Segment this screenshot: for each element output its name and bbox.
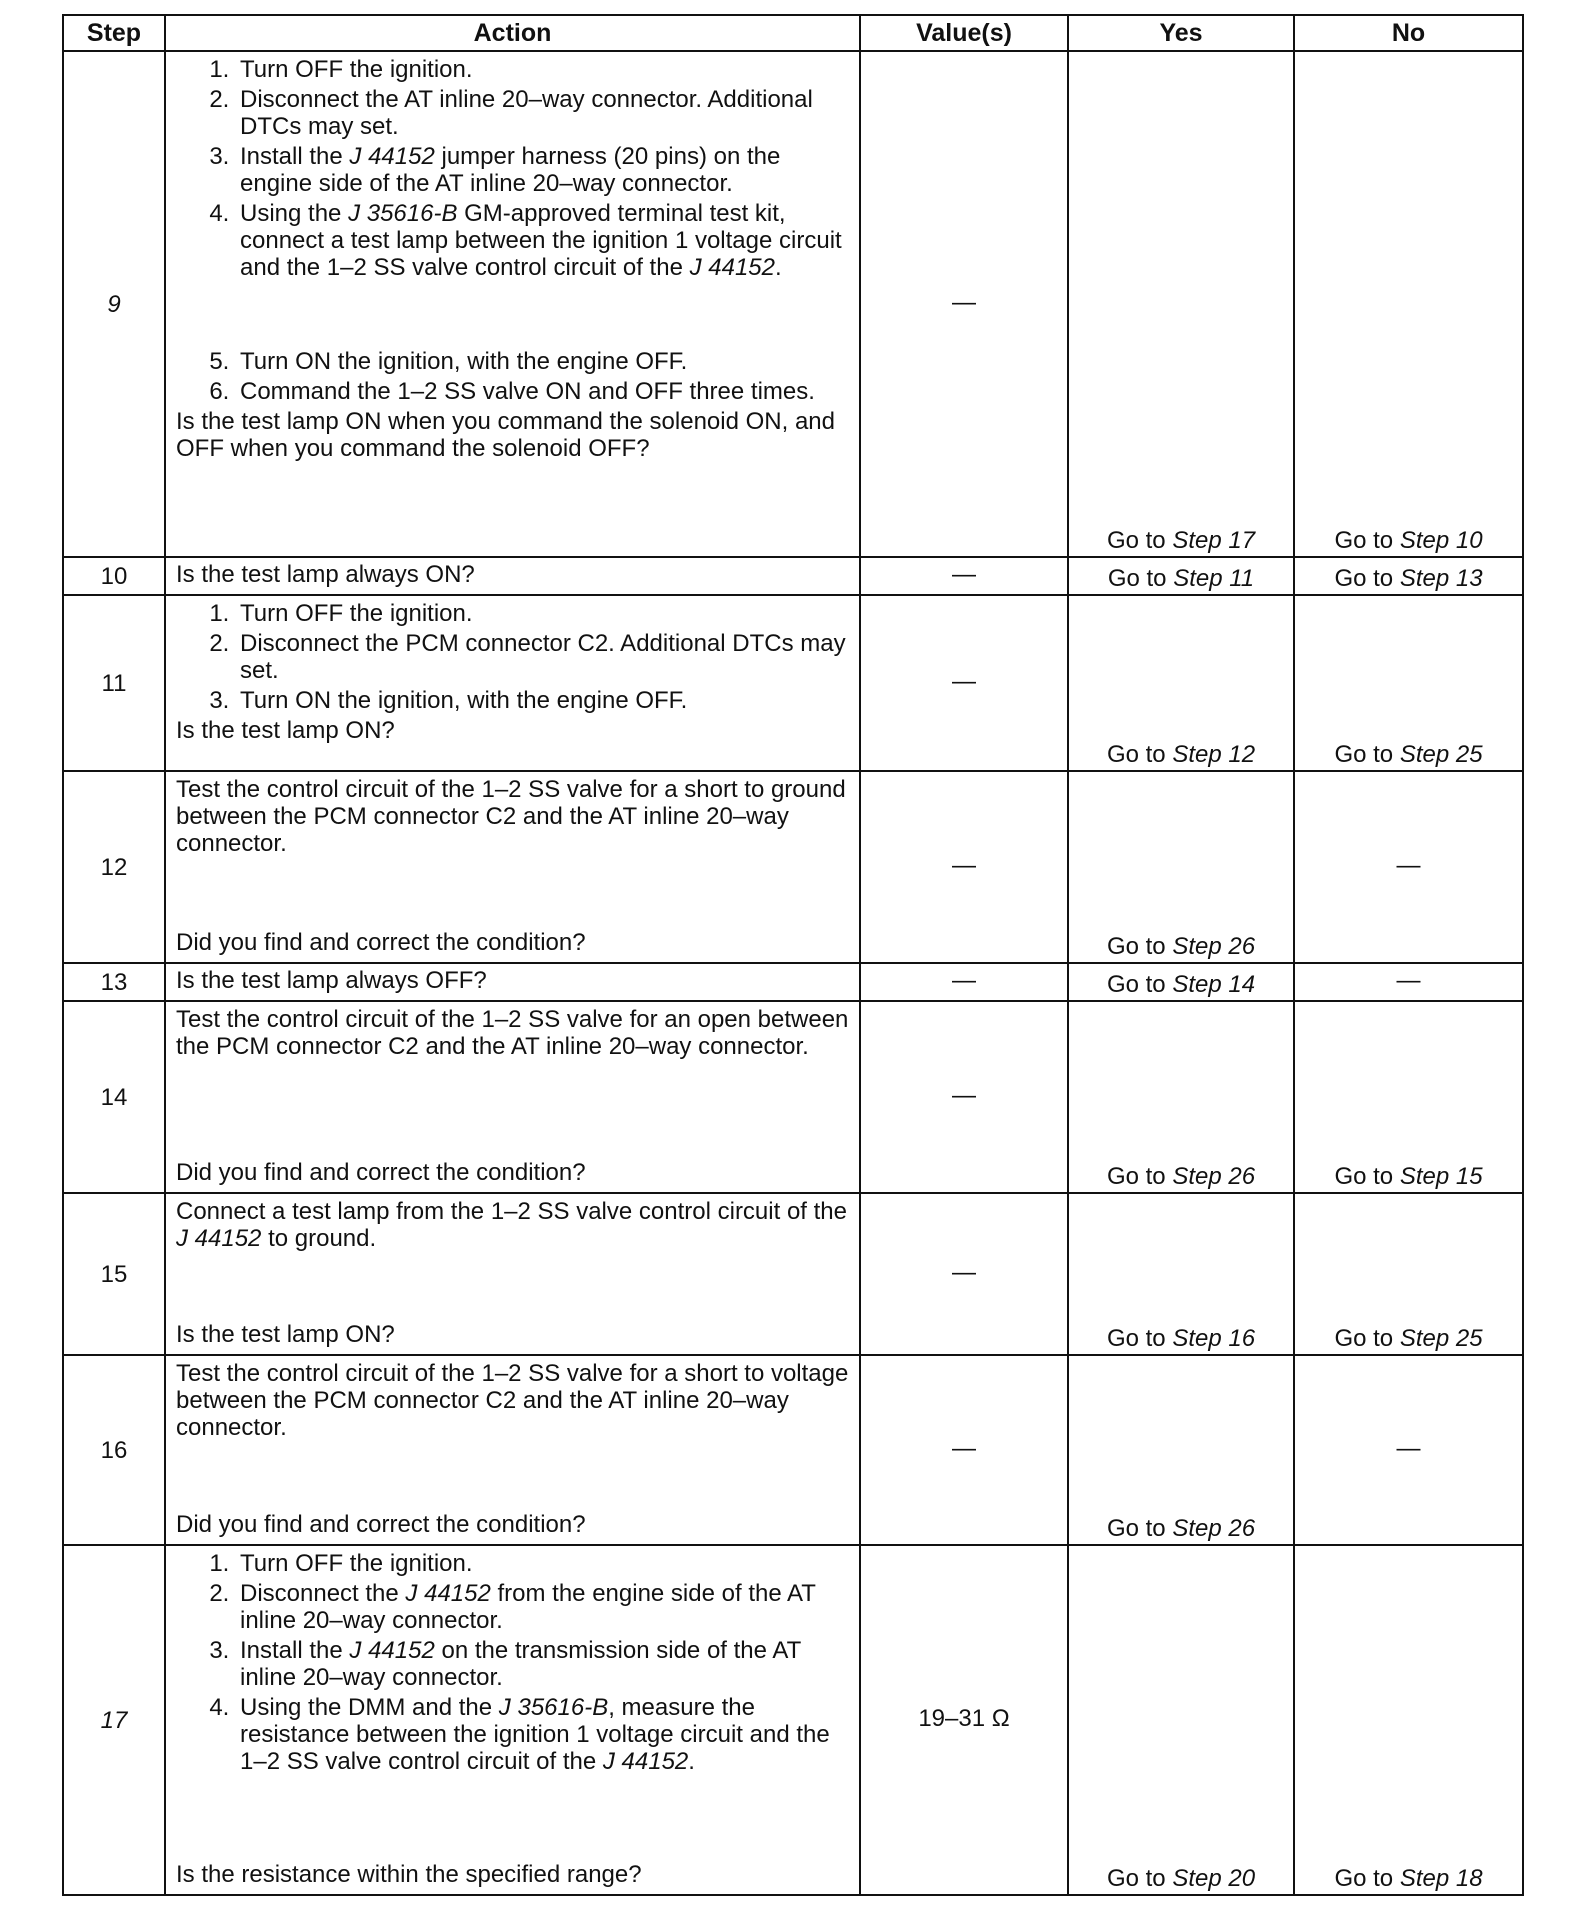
yes-cell: Go to Step 16 bbox=[1068, 1193, 1294, 1355]
diagnostic-table bbox=[62, 14, 1524, 1896]
yes-cell: Go to Step 17 bbox=[1068, 51, 1294, 557]
table-row bbox=[63, 1355, 1523, 1545]
value-cell: — bbox=[860, 771, 1068, 963]
table-row bbox=[63, 557, 1523, 595]
yes-cell: Go to Step 11 bbox=[1068, 557, 1294, 595]
action-item: 4. Using the DMM and the J 35616-B, measure the resistance between the ignition 1 voltage circuit and the 1–2 SS valve control circuit of the J 44152. bbox=[236, 1694, 851, 1775]
value-cell: 19–31 Ω bbox=[860, 1545, 1068, 1895]
action-item: 6. Command the 1–2 SS valve ON and OFF three times. bbox=[236, 378, 851, 405]
action-item: 2. Disconnect the PCM connector C2. Additional DTCs may set. bbox=[236, 630, 851, 684]
action-question: Is the test lamp ON when you command the solenoid ON, and OFF when you command the solenoid OFF? bbox=[176, 408, 836, 462]
action-item: 2. Disconnect the J 44152 from the engine side of the AT inline 20–way connector. bbox=[236, 1580, 851, 1634]
action-item: 5. Turn ON the ignition, with the engine OFF. bbox=[236, 348, 851, 375]
table-row bbox=[63, 771, 1523, 963]
step-number: 11 bbox=[63, 595, 165, 771]
step-number: 9 bbox=[63, 51, 165, 557]
table-row bbox=[63, 1193, 1523, 1355]
header-action: Action bbox=[165, 15, 860, 51]
value-cell: — bbox=[860, 1193, 1068, 1355]
header-row bbox=[63, 15, 1523, 51]
no-cell: — bbox=[1294, 963, 1523, 1001]
action-text: Test the control circuit of the 1–2 SS valve for a short to voltage between the PCM connector C2 and the AT inline 20–way connector. bbox=[176, 1360, 849, 1441]
value-cell: — bbox=[860, 557, 1068, 595]
action-item: 4. Using the J 35616-B GM-approved terminal test kit, connect a test lamp between the ignition 1 voltage circuit and the 1–2 SS valve control circuit of the J 44152. bbox=[236, 200, 851, 281]
action-cell bbox=[165, 51, 860, 557]
value-cell: — bbox=[860, 1001, 1068, 1193]
no-cell: — bbox=[1294, 771, 1523, 963]
table-row bbox=[63, 51, 1523, 557]
no-cell: Go to Step 25 bbox=[1294, 1193, 1523, 1355]
yes-cell: Go to Step 26 bbox=[1068, 1355, 1294, 1545]
action-question: Did you find and correct the condition? bbox=[176, 929, 586, 956]
action-cell bbox=[165, 1001, 860, 1193]
action-text: Connect a test lamp from the 1–2 SS valve control circuit of the J 44152 to ground. bbox=[176, 1198, 847, 1252]
table-row bbox=[63, 1545, 1523, 1895]
step-number: 15 bbox=[63, 1193, 165, 1355]
value-cell: — bbox=[860, 1355, 1068, 1545]
action-question: Is the test lamp always ON? bbox=[165, 557, 860, 595]
step-number: 10 bbox=[63, 557, 165, 595]
step-number: 16 bbox=[63, 1355, 165, 1545]
action-question: Is the test lamp ON? bbox=[176, 717, 395, 744]
table-row bbox=[63, 1001, 1523, 1193]
action-item: 2. Disconnect the AT inline 20–way connector. Additional DTCs may set. bbox=[236, 86, 851, 140]
action-question: Did you find and correct the condition? bbox=[176, 1159, 586, 1186]
step-number: 14 bbox=[63, 1001, 165, 1193]
step-number: 12 bbox=[63, 771, 165, 963]
action-cell bbox=[165, 771, 860, 963]
action-cell bbox=[165, 595, 860, 771]
header-values: Value(s) bbox=[860, 15, 1068, 51]
table-row bbox=[63, 595, 1523, 771]
action-item: 3. Turn ON the ignition, with the engine OFF. bbox=[236, 687, 851, 714]
action-cell bbox=[165, 1193, 860, 1355]
action-cell bbox=[165, 1355, 860, 1545]
no-cell: Go to Step 18 bbox=[1294, 1545, 1523, 1895]
yes-cell: Go to Step 12 bbox=[1068, 595, 1294, 771]
action-item: 3. Install the J 44152 on the transmission side of the AT inline 20–way connector. bbox=[236, 1637, 851, 1691]
action-item: 3. Install the J 44152 jumper harness (20 pins) on the engine side of the AT inline 20–way connector. bbox=[236, 143, 851, 197]
action-item: 1. Turn OFF the ignition. bbox=[236, 600, 851, 627]
action-cell bbox=[165, 1545, 860, 1895]
no-cell: Go to Step 15 bbox=[1294, 1001, 1523, 1193]
value-cell: — bbox=[860, 51, 1068, 557]
yes-cell: Go to Step 26 bbox=[1068, 1001, 1294, 1193]
no-cell: — bbox=[1294, 1355, 1523, 1545]
action-question: Is the test lamp ON? bbox=[176, 1321, 395, 1348]
action-question: Is the resistance within the specified range? bbox=[176, 1861, 642, 1888]
action-question: Is the test lamp always OFF? bbox=[165, 963, 860, 1001]
value-cell: — bbox=[860, 963, 1068, 1001]
action-item: 1. Turn OFF the ignition. bbox=[236, 56, 851, 83]
yes-cell: Go to Step 14 bbox=[1068, 963, 1294, 1001]
step-number: 13 bbox=[63, 963, 165, 1001]
table-row bbox=[63, 963, 1523, 1001]
header-step: Step bbox=[63, 15, 165, 51]
value-cell: — bbox=[860, 595, 1068, 771]
header-yes: Yes bbox=[1068, 15, 1294, 51]
action-item: 1. Turn OFF the ignition. bbox=[236, 1550, 851, 1577]
action-question: Did you find and correct the condition? bbox=[176, 1511, 586, 1538]
yes-cell: Go to Step 26 bbox=[1068, 771, 1294, 963]
step-number: 17 bbox=[63, 1545, 165, 1895]
no-cell: Go to Step 13 bbox=[1294, 557, 1523, 595]
no-cell: Go to Step 10 bbox=[1294, 51, 1523, 557]
yes-cell: Go to Step 20 bbox=[1068, 1545, 1294, 1895]
header-no: No bbox=[1294, 15, 1523, 51]
no-cell: Go to Step 25 bbox=[1294, 595, 1523, 771]
action-text: Test the control circuit of the 1–2 SS valve for an open between the PCM connector C2 and the AT inline 20–way connector. bbox=[176, 1006, 849, 1060]
action-text: Test the control circuit of the 1–2 SS valve for a short to ground between the PCM connector C2 and the AT inline 20–way connector. bbox=[176, 776, 846, 857]
